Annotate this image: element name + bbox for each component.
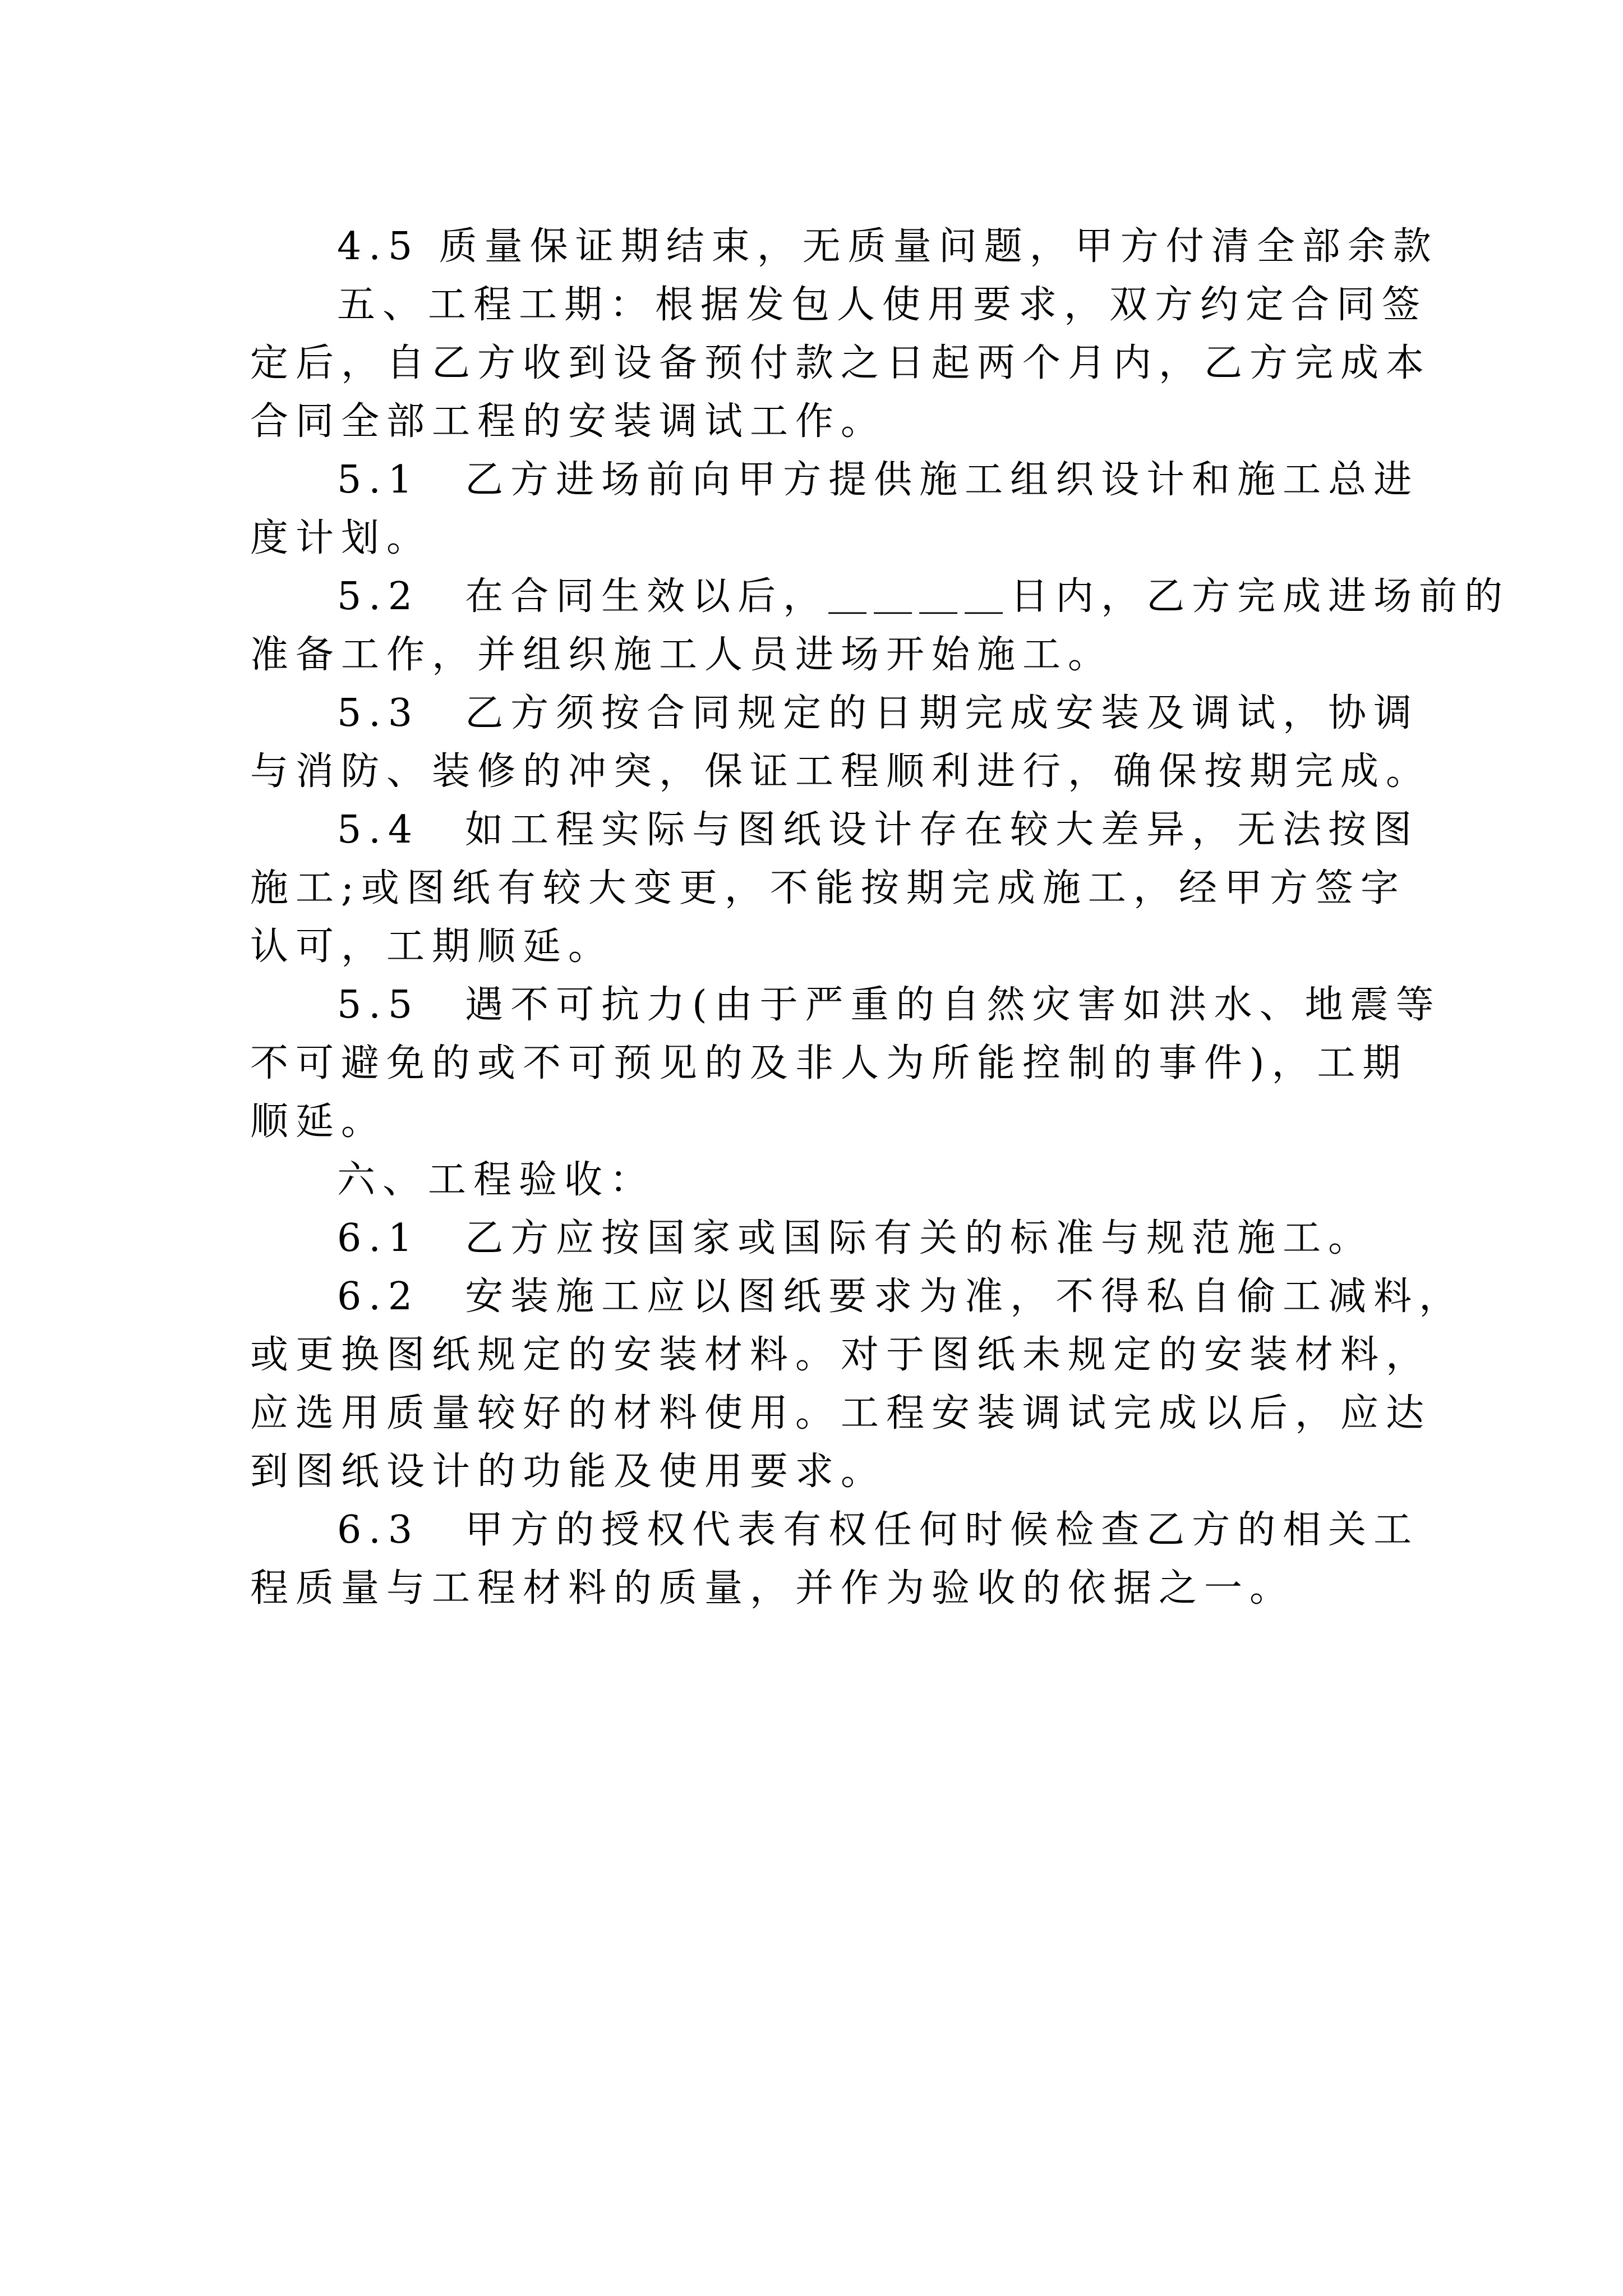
text-line: 5.3 乙方须按合同规定的日期完成安装及调试，协调 bbox=[337, 691, 1419, 735]
text-line: 5.1 乙方进场前向甲方提供施工组织设计和施工总进 bbox=[337, 458, 1419, 502]
text-line: 顺延。 bbox=[250, 1099, 387, 1144]
text-line: 6.2 安装施工应以图纸要求为准，不得私自偷工减料， bbox=[337, 1274, 1465, 1319]
paragraph-5-3 bbox=[250, 684, 1432, 801]
text-line: 准备工作，并组织施工人员进场开始施工。 bbox=[250, 633, 1114, 677]
text-line: 5.5 遇不可抗力(由于严重的自然灾害如洪水、地震等 bbox=[337, 983, 1441, 1027]
text-line: 五、工程工期：根据发包人使用要求，双方约定合同签 bbox=[337, 283, 1428, 327]
document-body bbox=[250, 218, 1510, 1618]
text-line: 认可，工期顺延。 bbox=[250, 924, 614, 969]
paragraph-5-1 bbox=[250, 451, 1419, 568]
text-line: 定后，自乙方收到设备预付款之日起两个月内，乙方完成本 bbox=[250, 341, 1432, 385]
text-line: 或更换图纸规定的安装材料。对于图纸未规定的安装材料， bbox=[250, 1333, 1432, 1377]
text-line: 6.1 乙方应按国家或国际有关的标准与规范施工。 bbox=[337, 1216, 1374, 1260]
text-line: 程质量与工程材料的质量，并作为验收的依据之一。 bbox=[250, 1566, 1295, 1611]
text-line: 4.5 质量保证期结束，无质量问题，甲方付清全部余款 bbox=[337, 224, 1438, 269]
text-line: 5.4 如工程实际与图纸设计存在较大差异，无法按图 bbox=[337, 808, 1419, 852]
text-line: 5.2 在合同生效以后，＿＿＿＿日内，乙方完成进场前的 bbox=[337, 574, 1510, 619]
text-line: 应选用质量较好的材料使用。工程安装调试完成以后，应达 bbox=[250, 1391, 1432, 1435]
text-line: 合同全部工程的安装调试工作。 bbox=[250, 399, 887, 444]
paragraph-6-3 bbox=[250, 1501, 1419, 1618]
paragraph-5-5 bbox=[250, 976, 1441, 1151]
paragraph-6-1 bbox=[250, 1209, 1377, 1268]
paragraph-5-2 bbox=[250, 568, 1510, 684]
paragraph-6-heading bbox=[250, 1151, 1377, 1209]
text-line: 六、工程验收： bbox=[337, 1158, 656, 1202]
paragraph-6-2 bbox=[250, 1268, 1465, 1501]
text-line: 6.3 甲方的授权代表有权任何时候检查乙方的相关工 bbox=[337, 1508, 1419, 1552]
text-line: 到图纸设计的功能及使用要求。 bbox=[250, 1450, 887, 1494]
text-line: 施工;或图纸有较大变更，不能按期完成施工，经甲方签字 bbox=[250, 866, 1406, 910]
text-line: 与消防、装修的冲突，保证工程顺利进行，确保按期完成。 bbox=[250, 749, 1432, 794]
paragraph-4-5 bbox=[250, 218, 1438, 276]
paragraph-5-4 bbox=[250, 801, 1419, 976]
text-line: 不可避免的或不可预见的及非人为所能控制的事件)，工期 bbox=[250, 1041, 1408, 1085]
text-line: 度计划。 bbox=[250, 516, 432, 560]
paragraph-5-heading bbox=[250, 276, 1432, 451]
